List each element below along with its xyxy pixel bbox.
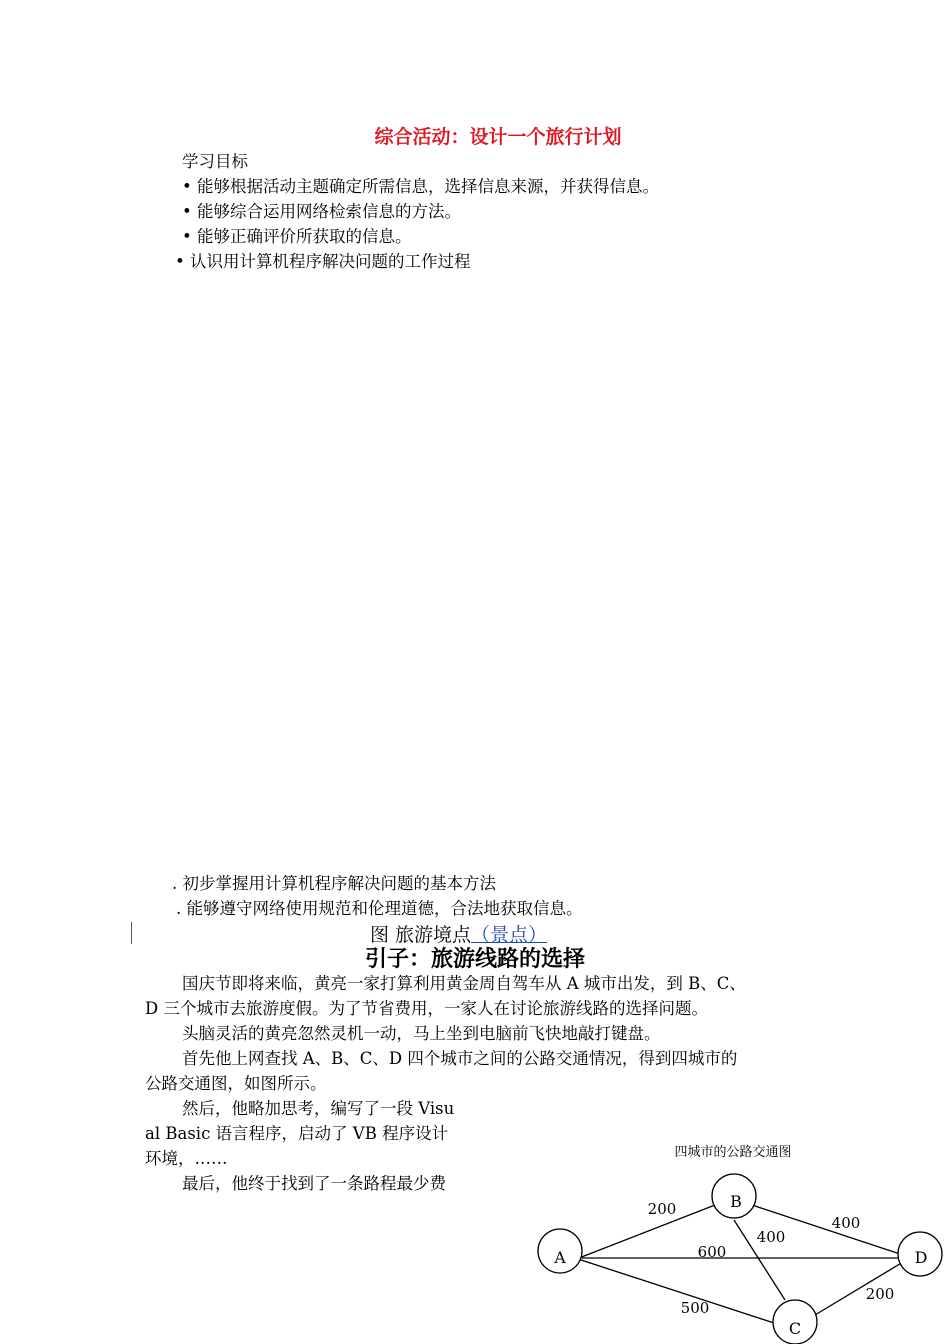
paragraph-line: 然后，他略加思考，编写了一段 Visu (182, 1099, 455, 1118)
objective-item: • 认识用计算机程序解决问题的工作过程 (175, 252, 471, 271)
edge-weight-label: 500 (680, 1299, 710, 1317)
paragraph-line: al Basic 语言程序，启动了 VB 程序设计 (145, 1124, 449, 1143)
edge-weight-label: 400 (756, 1228, 786, 1246)
node-label: C (788, 1319, 802, 1338)
paragraph-line: 最后，他终于找到了一条路程最少费 (182, 1174, 446, 1193)
objective-item: • 能够根据活动主题确定所需信息，选择信息来源，并获得信息。 (182, 177, 659, 196)
edge-weight-label: 400 (831, 1214, 861, 1232)
document-title: 综合活动：设计一个旅行计划 (374, 126, 622, 148)
paragraph-line: 国庆节即将来临，黄亮一家打算利用黄金周自驾车从 A 城市出发，到 B、C、 (182, 974, 746, 993)
objectives-heading: 学习目标 (182, 152, 248, 171)
node-label: D (914, 1248, 928, 1267)
paragraph-line: 环境，…… (145, 1149, 228, 1168)
paragraph-line: 头脑灵活的黄亮忽然灵机一动，马上坐到电脑前飞快地敲打键盘。 (182, 1024, 661, 1043)
figure-caption-link[interactable]: （景点） (471, 924, 548, 946)
objective-item: • 能够正确评价所获取的信息。 (182, 227, 412, 246)
diagram-title: 四城市的公路交通图 (674, 1145, 792, 1160)
figure-caption-text: 图 旅游境点 (370, 924, 472, 946)
node-label: B (730, 1192, 742, 1211)
edge-weight-label: 200 (865, 1285, 895, 1303)
node-label: A (554, 1248, 566, 1267)
edge-a-c (578, 1259, 777, 1324)
objective-item: • 能够综合运用网络检索信息的方法。 (182, 202, 461, 221)
edge-weight-label: 200 (647, 1200, 677, 1218)
paragraph-line: 公路交通图，如图所示。 (145, 1074, 327, 1093)
objective-item: . 初步掌握用计算机程序解决问题的基本方法 (172, 874, 496, 893)
intro-heading: 引子：旅游线路的选择 (364, 947, 585, 972)
paragraph-line: 首先他上网查找 A、B、C、D 四个城市之间的公路交通情况，得到四城市的 (182, 1049, 738, 1068)
paragraph-line: D 三个城市去旅游度假。为了节省费用，一家人在讨论旅游线路的选择问题。 (145, 999, 708, 1018)
objective-item: . 能够遵守网络使用规范和伦理道德，合法地获取信息。 (176, 899, 583, 918)
edge-weight-label: 600 (697, 1243, 727, 1261)
